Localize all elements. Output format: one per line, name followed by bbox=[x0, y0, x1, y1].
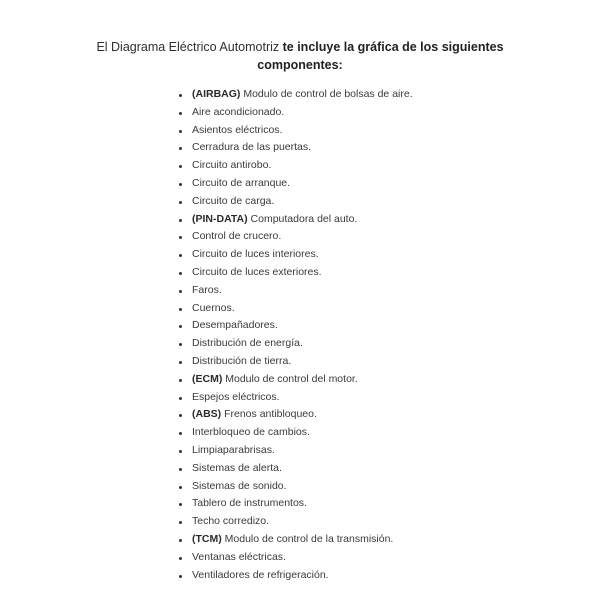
list-item bbox=[178, 371, 413, 389]
list-item bbox=[178, 389, 413, 407]
list-item bbox=[178, 228, 413, 246]
item-text: Circuito de luces exteriores. bbox=[192, 265, 322, 278]
item-text: Modulo de control del motor. bbox=[225, 372, 358, 385]
list-item bbox=[178, 104, 413, 122]
components-list bbox=[178, 86, 413, 584]
list-item bbox=[178, 424, 413, 442]
list-item bbox=[178, 139, 413, 157]
item-text: Control de crucero. bbox=[192, 230, 282, 243]
item-text: Tablero de instrumentos. bbox=[192, 497, 307, 510]
item-text: Cuernos. bbox=[192, 301, 235, 314]
list-item bbox=[178, 86, 413, 104]
item-text: Techo corredizo. bbox=[192, 515, 270, 528]
item-text: Frenos antibloqueo. bbox=[224, 408, 317, 421]
list-item bbox=[178, 282, 413, 300]
item-code: (TCM) bbox=[192, 532, 222, 545]
heading-bold-text: te incluye la gráfica de los siguientes componentes: bbox=[257, 40, 504, 72]
item-text: Circuito antirobo. bbox=[192, 159, 272, 172]
item-code: (AIRBAG) bbox=[192, 88, 241, 100]
list-item bbox=[178, 495, 413, 513]
item-text: Ventiladores de refrigeración. bbox=[192, 568, 329, 581]
item-text: Ventanas eléctricas. bbox=[192, 550, 286, 563]
item-text: Modulo de control de la transmisión. bbox=[224, 532, 394, 545]
list-item bbox=[178, 442, 413, 460]
list-item bbox=[178, 335, 413, 353]
list-item bbox=[178, 406, 413, 424]
list-item bbox=[178, 513, 413, 531]
item-text: Limpiaparabrisas. bbox=[192, 443, 275, 456]
heading-normal-text: El Diagrama Eléctrico Automotriz bbox=[96, 40, 280, 54]
item-text: Faros. bbox=[192, 283, 222, 296]
item-code: (PIN-DATA) bbox=[192, 212, 248, 225]
page-heading bbox=[60, 38, 540, 74]
list-item bbox=[178, 211, 413, 229]
item-code: (ABS) bbox=[192, 408, 222, 421]
list-item bbox=[178, 478, 413, 496]
item-text: Circuito de luces interiores. bbox=[192, 248, 319, 261]
item-text: Desempañadores. bbox=[192, 319, 278, 332]
list-item bbox=[178, 122, 413, 140]
item-text: Circuito de carga. bbox=[192, 194, 275, 207]
list-item bbox=[178, 549, 413, 567]
item-text: Distribución de tierra. bbox=[192, 354, 292, 367]
item-text: Distribución de energía. bbox=[192, 337, 303, 350]
item-text: Computadora del auto. bbox=[250, 212, 358, 225]
item-text: Asientos eléctricos. bbox=[192, 123, 283, 136]
item-text: Sistemas de alerta. bbox=[192, 461, 282, 474]
list-item bbox=[178, 175, 413, 193]
list-item bbox=[178, 531, 413, 549]
item-text: Sistemas de sonido. bbox=[192, 479, 287, 492]
list-item bbox=[178, 246, 413, 264]
item-text: Modulo de control de bolsas de aire. bbox=[243, 88, 413, 100]
item-text: Cerradura de las puertas. bbox=[192, 141, 312, 154]
item-text: Aire acondicionado. bbox=[192, 105, 285, 118]
list-item bbox=[178, 460, 413, 478]
list-item bbox=[178, 157, 413, 175]
item-text: Interbloqueo de cambios. bbox=[192, 426, 310, 439]
list-item bbox=[178, 300, 413, 318]
list-item bbox=[178, 193, 413, 211]
list-item bbox=[178, 317, 413, 335]
item-text: Circuito de arranque. bbox=[192, 176, 291, 189]
item-text: Espejos eléctricos. bbox=[192, 390, 280, 403]
list-item bbox=[178, 264, 413, 282]
list-item bbox=[178, 353, 413, 371]
list-item bbox=[178, 567, 413, 585]
item-code: (ECM) bbox=[192, 372, 223, 385]
